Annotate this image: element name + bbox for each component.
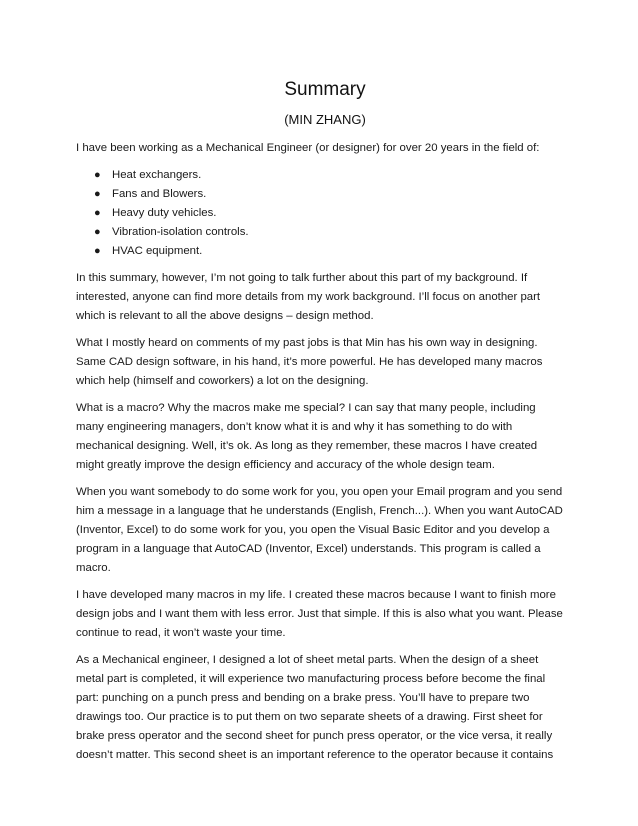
list-item: ● Heat exchangers. bbox=[76, 166, 566, 185]
intro-paragraph: I have been working as a Mechanical Engineer (or designer) for over 20 years in the field of: bbox=[76, 142, 540, 154]
bullet-icon: ● bbox=[94, 207, 101, 219]
list-item: ● Heavy duty vehicles. bbox=[76, 204, 566, 223]
field-list bbox=[76, 166, 566, 261]
bullet-icon: ● bbox=[94, 226, 101, 238]
document-body bbox=[76, 139, 566, 773]
list-item: ● Vibration-isolation controls. bbox=[76, 223, 566, 242]
paragraph: What I mostly heard on comments of my past jobs is that Min has his own way in designing. Same CAD design software, in his hand, it’s more powerful. He has developed many macros which help (himself and coworkers) a lot on the designing. bbox=[76, 337, 543, 387]
document-title: Summary bbox=[284, 79, 366, 100]
list-item: ● HVAC equipment. bbox=[76, 242, 566, 261]
bullet-icon: ● bbox=[94, 188, 101, 200]
paragraph: As a Mechanical engineer, I designed a lot of sheet metal parts. When the design of a sheet metal part is completed, it will experience two manufacturing process before become the final part: punching on a punch press and bending on a brake press. You’ll have to prepare two drawings too. Our practice is to put them on two separate sheets of a drawing. First sheet for brake press operator and the second sheet for punch press operator, or the vice versa, it really doesn’t matter. This second sheet is an important reference to the operator because it contains bbox=[76, 654, 554, 761]
bullet-icon: ● bbox=[94, 245, 101, 257]
paragraph: What is a macro? Why the macros make me special? I can say that many people, including many engineering managers, don’t know what it is and why it has something to do with mechanical designing. Well, it’s ok. As long as they remember, these macros I have created might greatly improve the design efficiency and accuracy of the whole design team. bbox=[76, 402, 538, 471]
list-item: ● Fans and Blowers. bbox=[76, 185, 566, 204]
author-name: (MIN ZHANG) bbox=[284, 112, 366, 127]
paragraph: When you want somebody to do some work for you, you open your Email program and you send him a message in a language that he understands (English, French...). When you want AutoCAD (Inventor, Excel) to do some work for you, you open the Visual Basic Editor and you develop a program in a language that AutoCAD (Inventor, Excel) understands. This program is called a macro. bbox=[76, 486, 563, 574]
paragraph: I have developed many macros in my life. I created these macros because I want to finish more design jobs and I want them with less error. Just that simple. If this is also what you want. Please continue to read, it won’t waste your time. bbox=[76, 589, 563, 639]
bullet-icon: ● bbox=[94, 169, 101, 181]
paragraph: In this summary, however, I’m not going to talk further about this part of my background. If interested, anyone can find more details from my work background. I’ll focus on another part which is relevant to all the above designs – design method. bbox=[76, 272, 541, 322]
